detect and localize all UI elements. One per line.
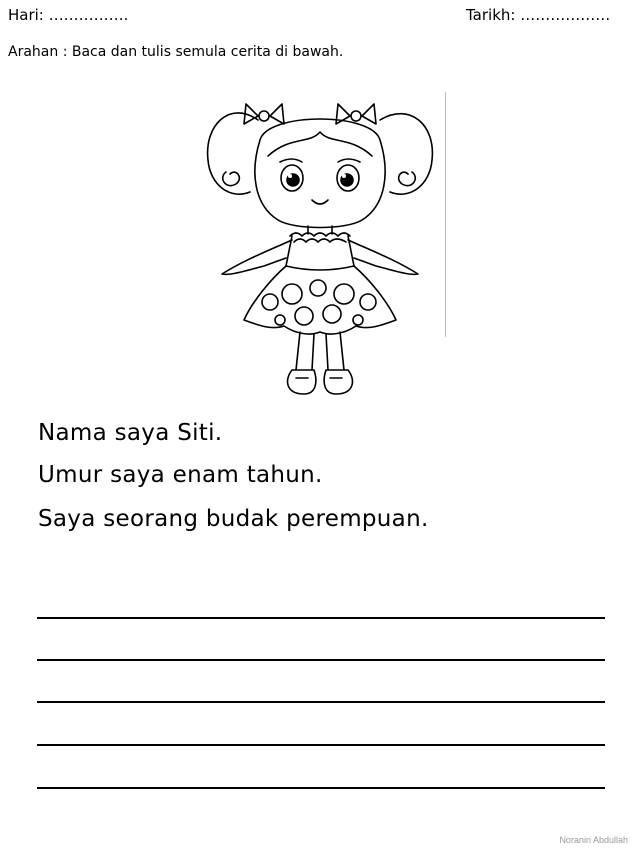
story-line-1: Nama saya Siti. (38, 420, 223, 446)
writing-line-3 (37, 701, 605, 703)
story-line-3: Saya seorang budak perempuan. (38, 506, 429, 532)
writing-line-2 (37, 659, 605, 661)
tarikh-label: Tarikh: ……………… (466, 6, 611, 24)
writing-line-1 (37, 617, 605, 619)
story-line-2: Umur saya enam tahun. (38, 462, 323, 488)
writing-line-4 (37, 744, 605, 746)
divider-line (445, 92, 446, 337)
hari-label: Hari: ……………. (8, 6, 129, 24)
author-credit: Noranin Abdullah (559, 835, 628, 845)
writing-line-5 (37, 787, 605, 789)
instruction-text: Arahan : Baca dan tulis semula cerita di bawah. (8, 44, 344, 60)
girl-illustration (200, 80, 445, 414)
